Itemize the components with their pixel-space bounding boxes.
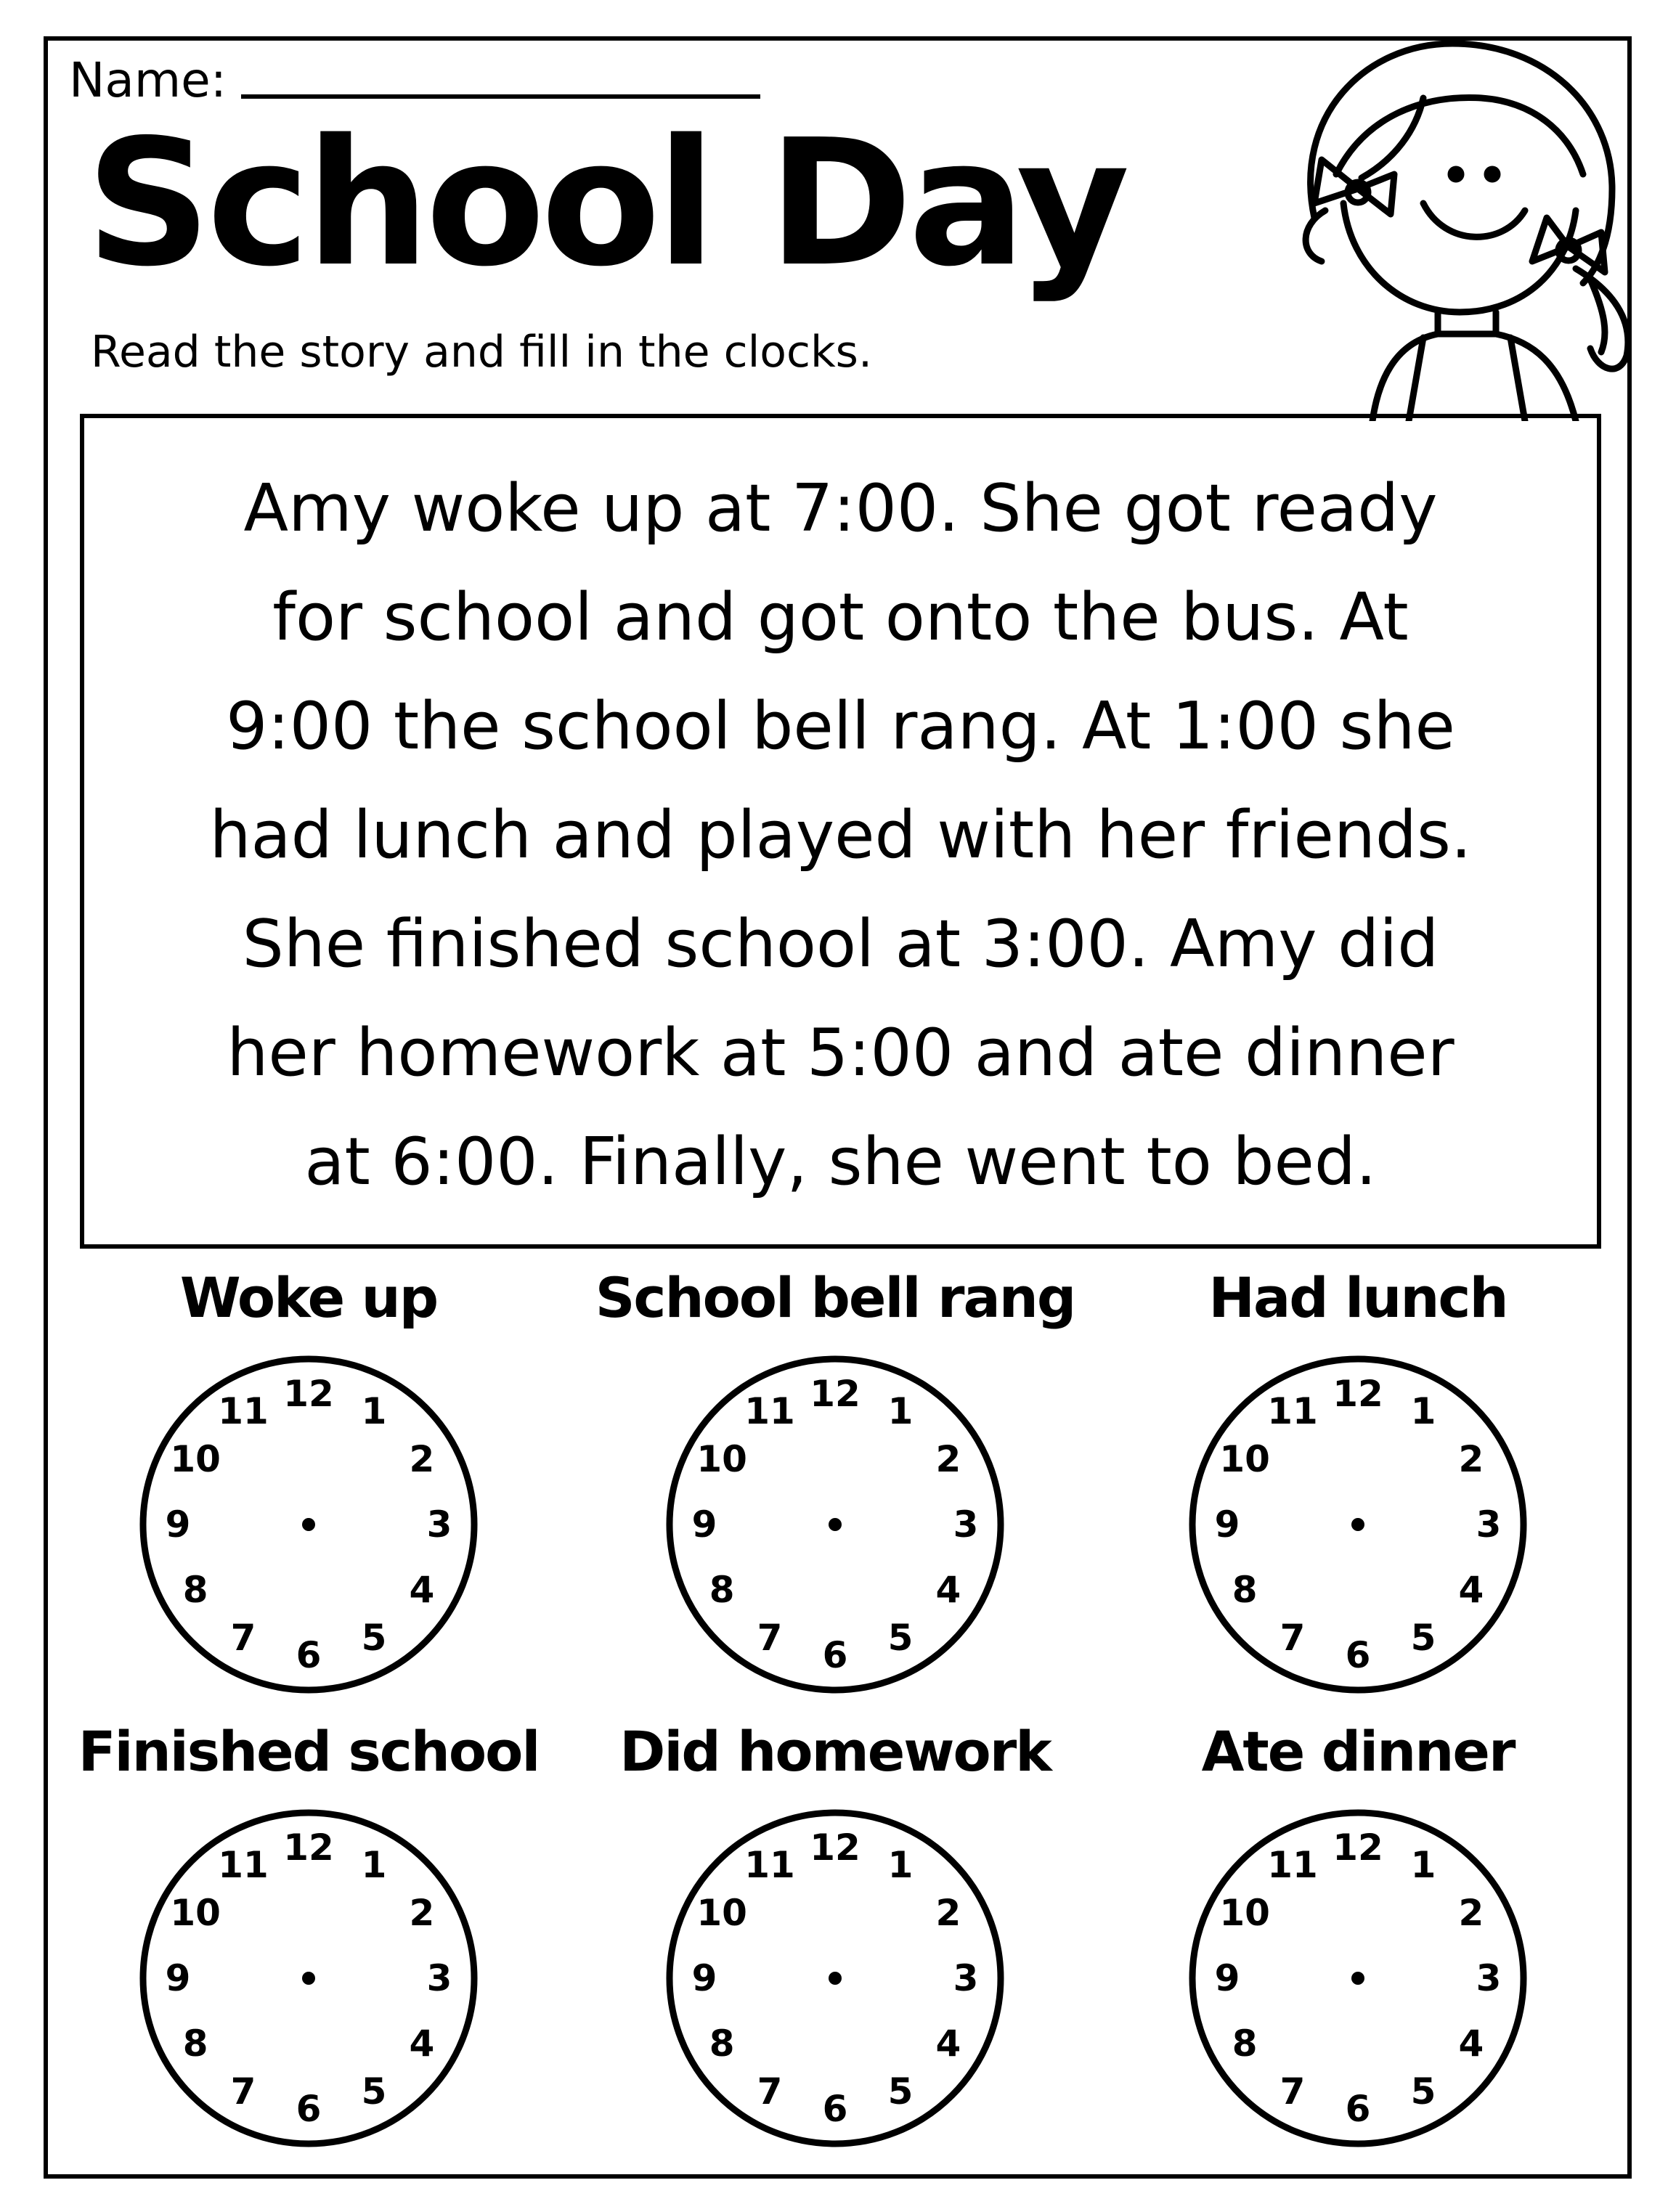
- clock-number: 6: [822, 2088, 848, 2130]
- clock-number: 1: [361, 1844, 387, 1887]
- story-box: [80, 414, 1601, 1249]
- clock-number: 3: [426, 1957, 452, 1999]
- clock-center-dot: [1351, 1518, 1364, 1531]
- clock-number: 6: [296, 2088, 322, 2130]
- clock-number: 12: [1333, 1827, 1383, 1869]
- clock-number: 10: [696, 1892, 747, 1934]
- clock-number: 10: [1219, 1892, 1270, 1934]
- clock-number: 11: [744, 1390, 795, 1433]
- clock-number: 12: [1333, 1373, 1383, 1415]
- name-label: Name:: [69, 52, 227, 108]
- clock-number: 9: [691, 1957, 717, 1999]
- clock-card-school-bell-rang: [581, 1265, 1089, 1735]
- clock-number: 11: [1267, 1390, 1318, 1433]
- clock-number: 6: [296, 1634, 322, 1676]
- clock-number: 5: [361, 1616, 387, 1659]
- clock-face[interactable]: [134, 1804, 483, 2152]
- clock-card-woke-up: [54, 1265, 563, 1735]
- clock-number: 10: [696, 1438, 747, 1480]
- clock-number: 7: [230, 1616, 256, 1659]
- girl-illustration-icon: [1205, 29, 1641, 421]
- clock-number: 10: [1219, 1438, 1270, 1480]
- clock-number: 2: [1458, 1892, 1484, 1934]
- clock-number: 7: [757, 2070, 783, 2113]
- clock-label: Did homework: [619, 1719, 1051, 1784]
- clock-number: 11: [218, 1390, 269, 1433]
- story-text: [106, 454, 1575, 1217]
- clock-number: 9: [691, 1503, 717, 1546]
- clock-number: 4: [1458, 1569, 1484, 1611]
- clock-number: 2: [935, 1892, 961, 1934]
- clock-number: 6: [822, 1634, 848, 1676]
- clock-number: 11: [218, 1844, 269, 1887]
- clock-number: 9: [165, 1957, 191, 1999]
- clock-number: 3: [953, 1503, 979, 1546]
- clock-number: 3: [953, 1957, 979, 1999]
- clock-number: 12: [810, 1827, 861, 1869]
- clock-number: 7: [757, 1616, 783, 1659]
- clock-face[interactable]: [134, 1350, 483, 1699]
- clock-number: 12: [283, 1373, 334, 1415]
- page-title: School Day: [86, 102, 1126, 305]
- story-line: 9:00 the school bell rang. At 1:00 she: [226, 688, 1455, 764]
- story-line: had lunch and played with her friends.: [209, 797, 1472, 873]
- clock-card-did-homework: [581, 1719, 1089, 2189]
- clock-number: 8: [1232, 1569, 1258, 1611]
- clock-number: 2: [1458, 1438, 1484, 1480]
- clock-number: 11: [1267, 1844, 1318, 1887]
- clock-number: 1: [887, 1844, 914, 1887]
- clock-label: School bell rang: [595, 1265, 1075, 1330]
- clock-card-had-lunch: [1104, 1265, 1612, 1735]
- clock-number: 2: [409, 1892, 435, 1934]
- clock-label: Ate dinner: [1201, 1719, 1515, 1784]
- clock-number: 7: [1280, 1616, 1306, 1659]
- clock-number: 6: [1345, 1634, 1371, 1676]
- clock-number: 2: [409, 1438, 435, 1480]
- clock-number: 4: [409, 1569, 435, 1611]
- clock-number: 4: [935, 1569, 961, 1611]
- clock-number: 12: [283, 1827, 334, 1869]
- clock-number: 8: [709, 1569, 735, 1611]
- clock-number: 6: [1345, 2088, 1371, 2130]
- clock-face[interactable]: [661, 1350, 1009, 1699]
- clock-face[interactable]: [1184, 1804, 1532, 2152]
- story-line: her homework at 5:00 and ate dinner: [227, 1015, 1455, 1091]
- clock-number: 5: [1410, 1616, 1436, 1659]
- clock-number: 3: [1476, 1503, 1502, 1546]
- instructions: Read the story and fill in the clocks.: [91, 327, 873, 377]
- clock-number: 8: [1232, 2023, 1258, 2065]
- clock-label: Had lunch: [1208, 1265, 1508, 1330]
- clock-number: 9: [165, 1503, 191, 1546]
- clock-number: 5: [361, 2070, 387, 2113]
- clock-center-dot: [302, 1518, 315, 1531]
- clock-face[interactable]: [1184, 1350, 1532, 1699]
- clock-number: 7: [1280, 2070, 1306, 2113]
- clock-number: 8: [182, 1569, 208, 1611]
- clock-number: 1: [1410, 1390, 1436, 1433]
- clock-number: 1: [887, 1390, 914, 1433]
- clock-number: 5: [887, 2070, 914, 2113]
- clock-number: 7: [230, 2070, 256, 2113]
- clock-label: Woke up: [179, 1265, 438, 1330]
- clock-number: 4: [1458, 2023, 1484, 2065]
- story-line: at 6:00. Finally, she went to bed.: [304, 1124, 1377, 1200]
- story-line: for school and got onto the bus. At: [272, 579, 1409, 656]
- clock-number: 4: [409, 2023, 435, 2065]
- clock-card-ate-dinner: [1104, 1719, 1612, 2189]
- clock-center-dot: [1351, 1972, 1364, 1985]
- clock-number: 4: [935, 2023, 961, 2065]
- name-field[interactable]: [69, 52, 760, 108]
- clock-number: 12: [810, 1373, 861, 1415]
- clock-number: 8: [709, 2023, 735, 2065]
- clock-number: 9: [1214, 1503, 1240, 1546]
- clock-number: 2: [935, 1438, 961, 1480]
- clock-number: 5: [1410, 2070, 1436, 2113]
- clock-center-dot: [829, 1518, 842, 1531]
- clock-number: 3: [426, 1503, 452, 1546]
- name-blank-line[interactable]: [241, 94, 760, 99]
- story-line: She finished school at 3:00. Amy did: [242, 906, 1439, 982]
- story-line: Amy woke up at 7:00. She got ready: [243, 470, 1438, 547]
- clock-number: 3: [1476, 1957, 1502, 1999]
- clock-label: Finished school: [78, 1719, 540, 1784]
- clock-number: 8: [182, 2023, 208, 2065]
- clock-face[interactable]: [661, 1804, 1009, 2152]
- clock-card-finished-school: [54, 1719, 563, 2189]
- clock-number: 5: [887, 1616, 914, 1659]
- clock-number: 1: [1410, 1844, 1436, 1887]
- clock-number: 10: [170, 1438, 221, 1480]
- clock-number: 10: [170, 1892, 221, 1934]
- clock-number: 1: [361, 1390, 387, 1433]
- clock-center-dot: [829, 1972, 842, 1985]
- clock-center-dot: [302, 1972, 315, 1985]
- clock-number: 11: [744, 1844, 795, 1887]
- clock-number: 9: [1214, 1957, 1240, 1999]
